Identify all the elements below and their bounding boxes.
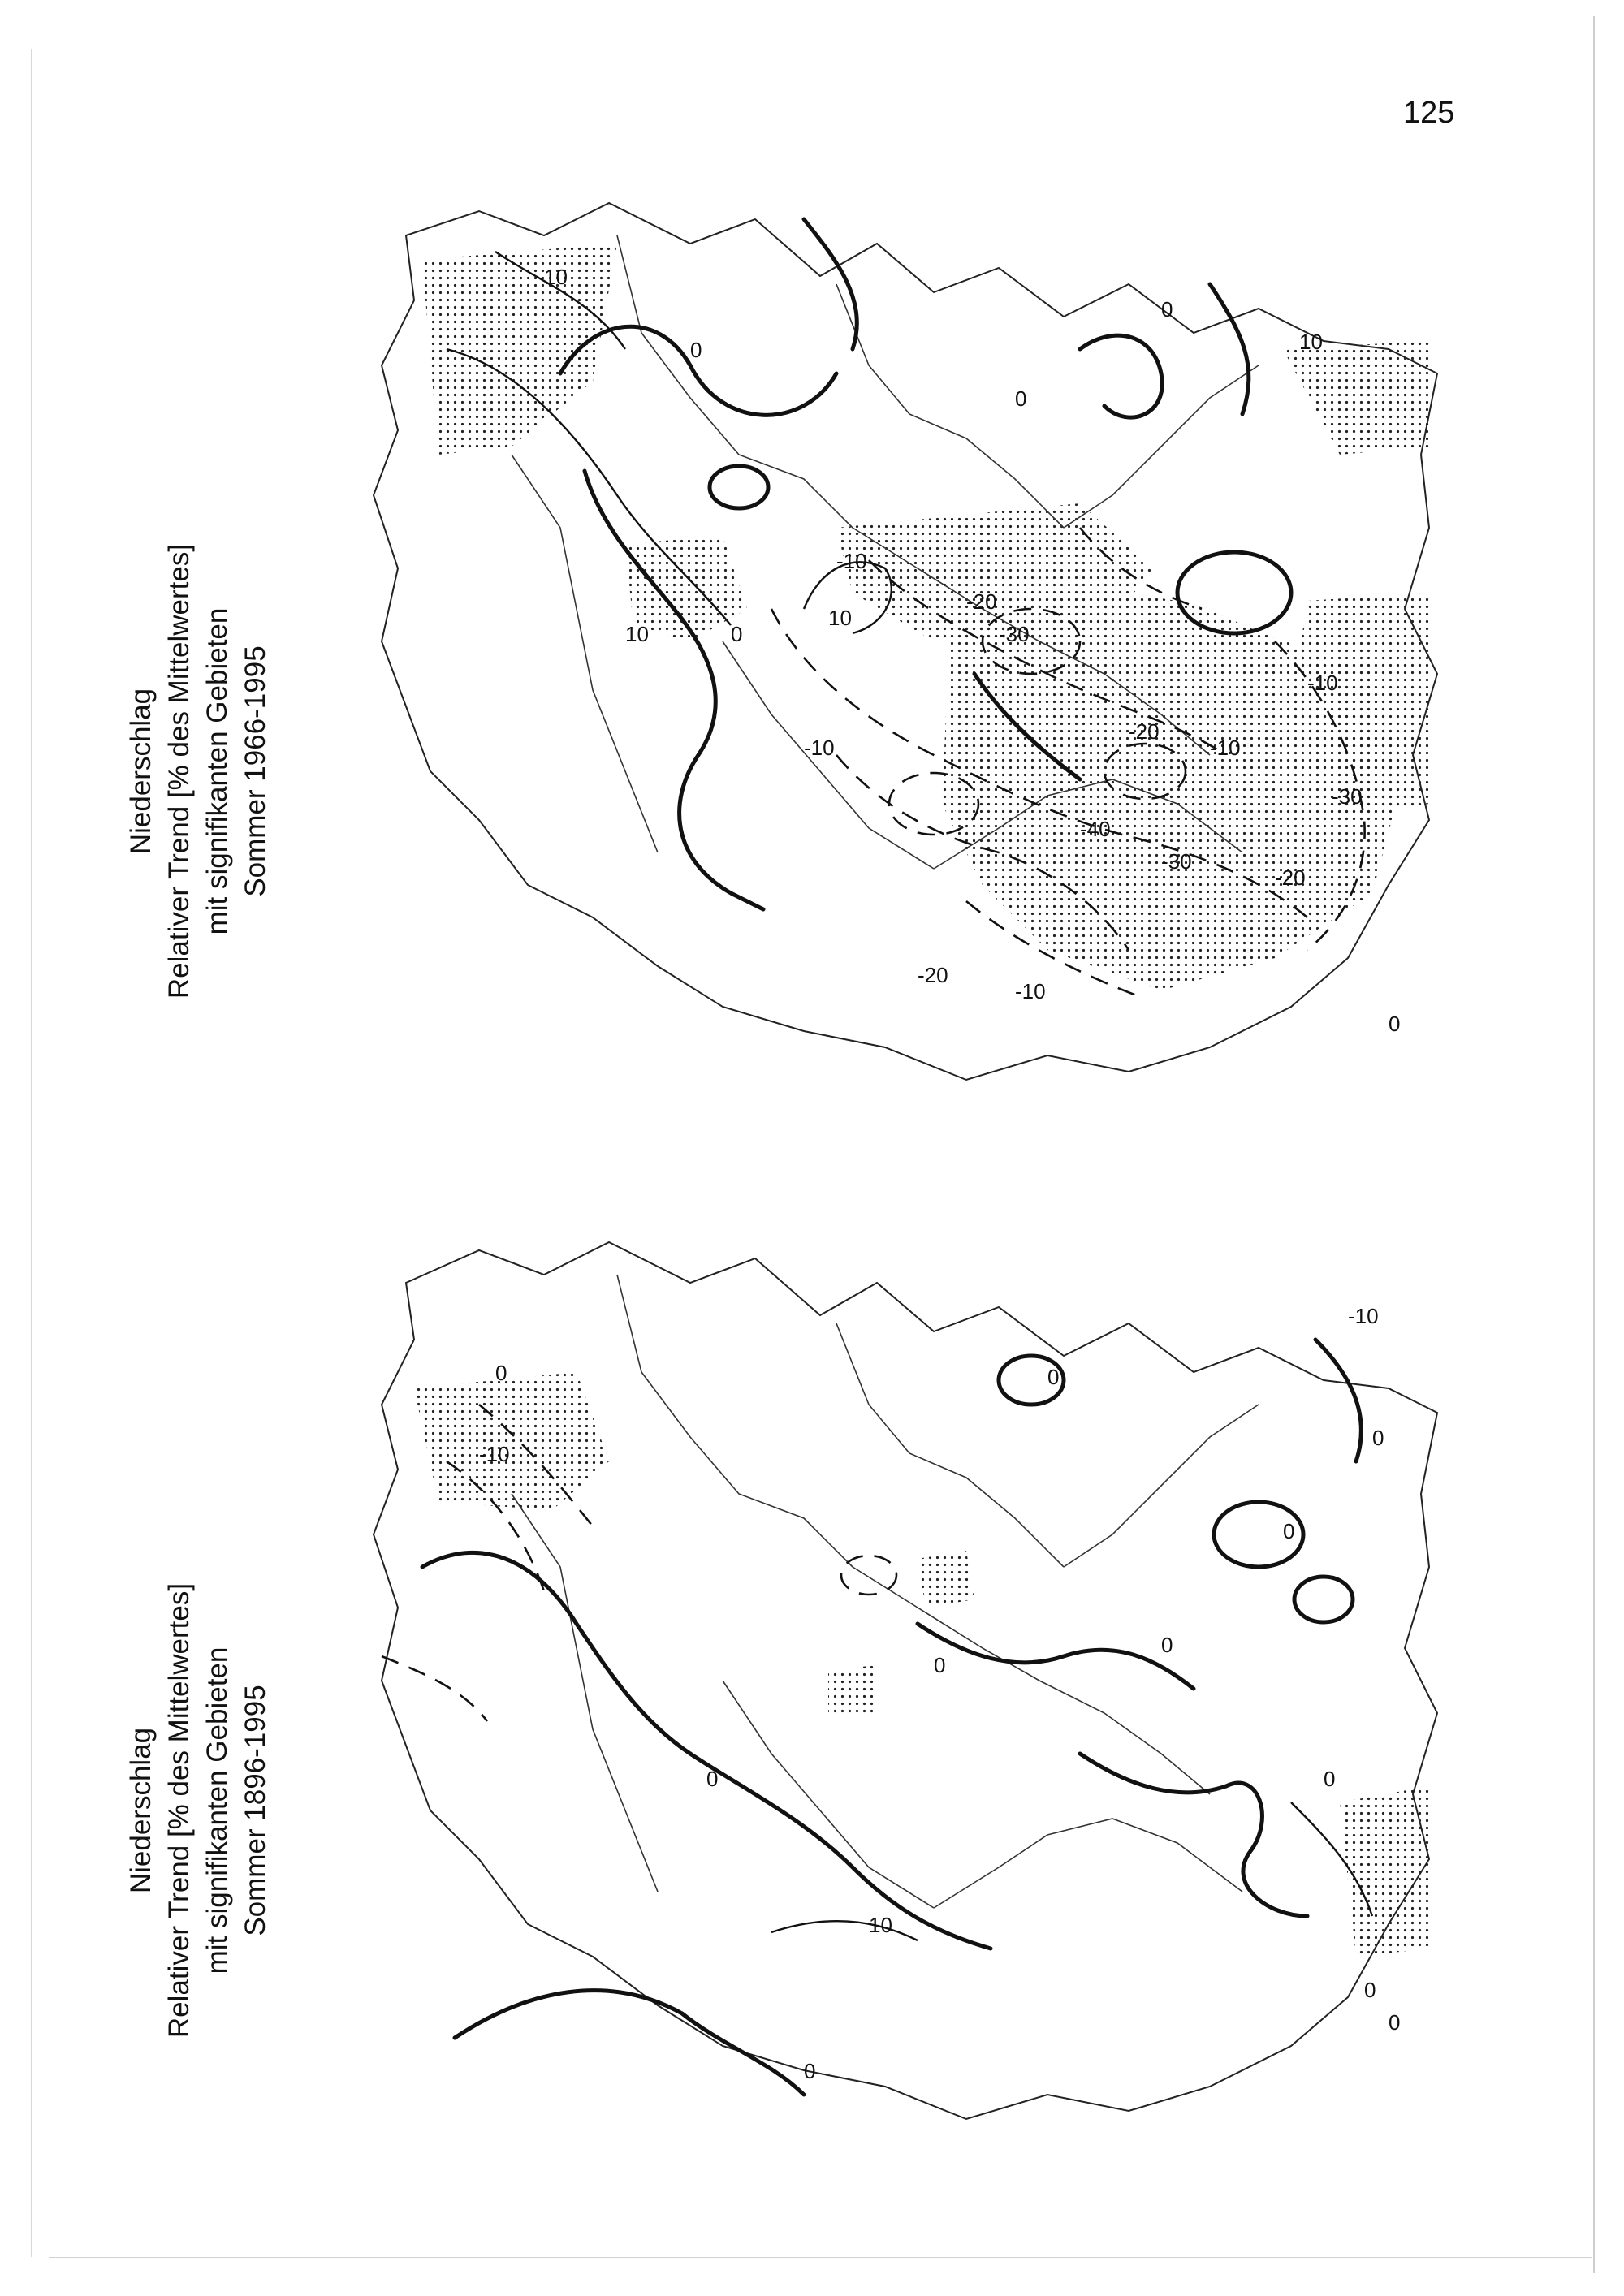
contour-label: -30 [1332,784,1363,809]
contour-label: 10 [869,1913,892,1937]
title-line: mit signifikanten Gebieten [201,1646,233,1974]
map-title-1966-1995 [122,406,274,1137]
contour-label: 10 [625,622,649,646]
contour-line [455,1991,804,2095]
contour-label: 0 [706,1767,719,1791]
contour-label: -20 [1275,865,1306,890]
contour-label: 10 [544,265,568,289]
contour-label: -10 [1210,736,1241,760]
contour-label: 0 [1283,1519,1295,1543]
contour-label: -10 [804,736,835,760]
state-border [853,1567,1210,1794]
contour-line [1226,1783,1307,1916]
contour-label: 10 [1299,330,1323,354]
contour-label: -20 [966,589,997,614]
contour-label: 0 [690,338,702,362]
contour-line [422,1552,690,1754]
significant-area [828,1664,877,1713]
significant-area [414,1372,609,1510]
contour-label: -20 [918,963,948,987]
state-border [512,455,658,852]
state-border [512,1494,658,1892]
scan-edge [31,49,32,2257]
title-line: Sommer 1896-1995 [240,1685,271,1936]
contour-label: -40 [1080,817,1111,841]
contour-label: 0 [1389,1012,1401,1036]
contour-label: -10 [1307,671,1338,695]
contour-line [1294,1577,1353,1622]
precip-trend-map-1966-1995 [349,187,1453,1104]
contour-label: 0 [1364,1978,1376,2002]
country-border [374,1242,1437,2119]
page-number: 125 [1403,96,1455,130]
contour-label: -10 [836,549,867,573]
contour-label: 0 [1015,386,1027,411]
contour-line [585,471,763,909]
scan-edge [49,2257,1592,2258]
precip-trend-map-1896-1995 [349,1218,1453,2151]
contour-label: 0 [1324,1767,1336,1791]
state-border [836,284,1064,528]
state-border [617,1275,853,1567]
contour-label: -10 [1348,1304,1379,1328]
title-line: Sommer 1966-1995 [240,645,271,897]
state-border [617,235,853,528]
contour-line [804,219,857,349]
contour-line [841,1556,896,1595]
contour-label: -30 [999,622,1030,646]
contour-label: 10 [828,606,852,630]
title-line: Niederschlag [125,1727,157,1894]
title-line: mit signifikanten Gebieten [201,607,233,935]
significant-area [422,244,617,455]
contour-line [710,466,768,508]
significant-area [918,1551,974,1608]
contour-label: 0 [1389,2010,1401,2035]
title-line: Niederschlag [125,688,157,855]
state-border [836,1323,1064,1567]
contour-label: 0 [1161,297,1173,322]
state-border [1064,1405,1259,1567]
title-line: Relativer Trend [% des Mittelwertes] [163,543,195,999]
contour-label: 0 [731,622,743,646]
contour-label: 0 [1372,1426,1384,1450]
contour-label: -10 [479,1442,510,1466]
contour-label: -30 [1161,849,1192,874]
contour-label: 0 [1161,1633,1173,1657]
scan-edge [1593,16,1595,2273]
contour-label: -20 [1129,719,1160,744]
contour-line [690,1754,991,1949]
contour-line [1080,1754,1226,1793]
contour-label: -10 [1015,979,1046,1003]
contour-label: 0 [804,2059,816,2083]
contour-label: 0 [495,1361,508,1385]
contour-line [382,1656,487,1721]
contour-line [1080,335,1162,417]
state-border [934,1819,1242,1908]
contour-label: 0 [934,1653,946,1677]
contour-line [1315,1340,1361,1461]
contour-label: 0 [1047,1365,1060,1389]
contour-line [771,1921,918,1940]
map-title-1896-1995 [122,1445,274,2176]
title-line: Relativer Trend [% des Mittelwertes] [163,1582,195,2039]
